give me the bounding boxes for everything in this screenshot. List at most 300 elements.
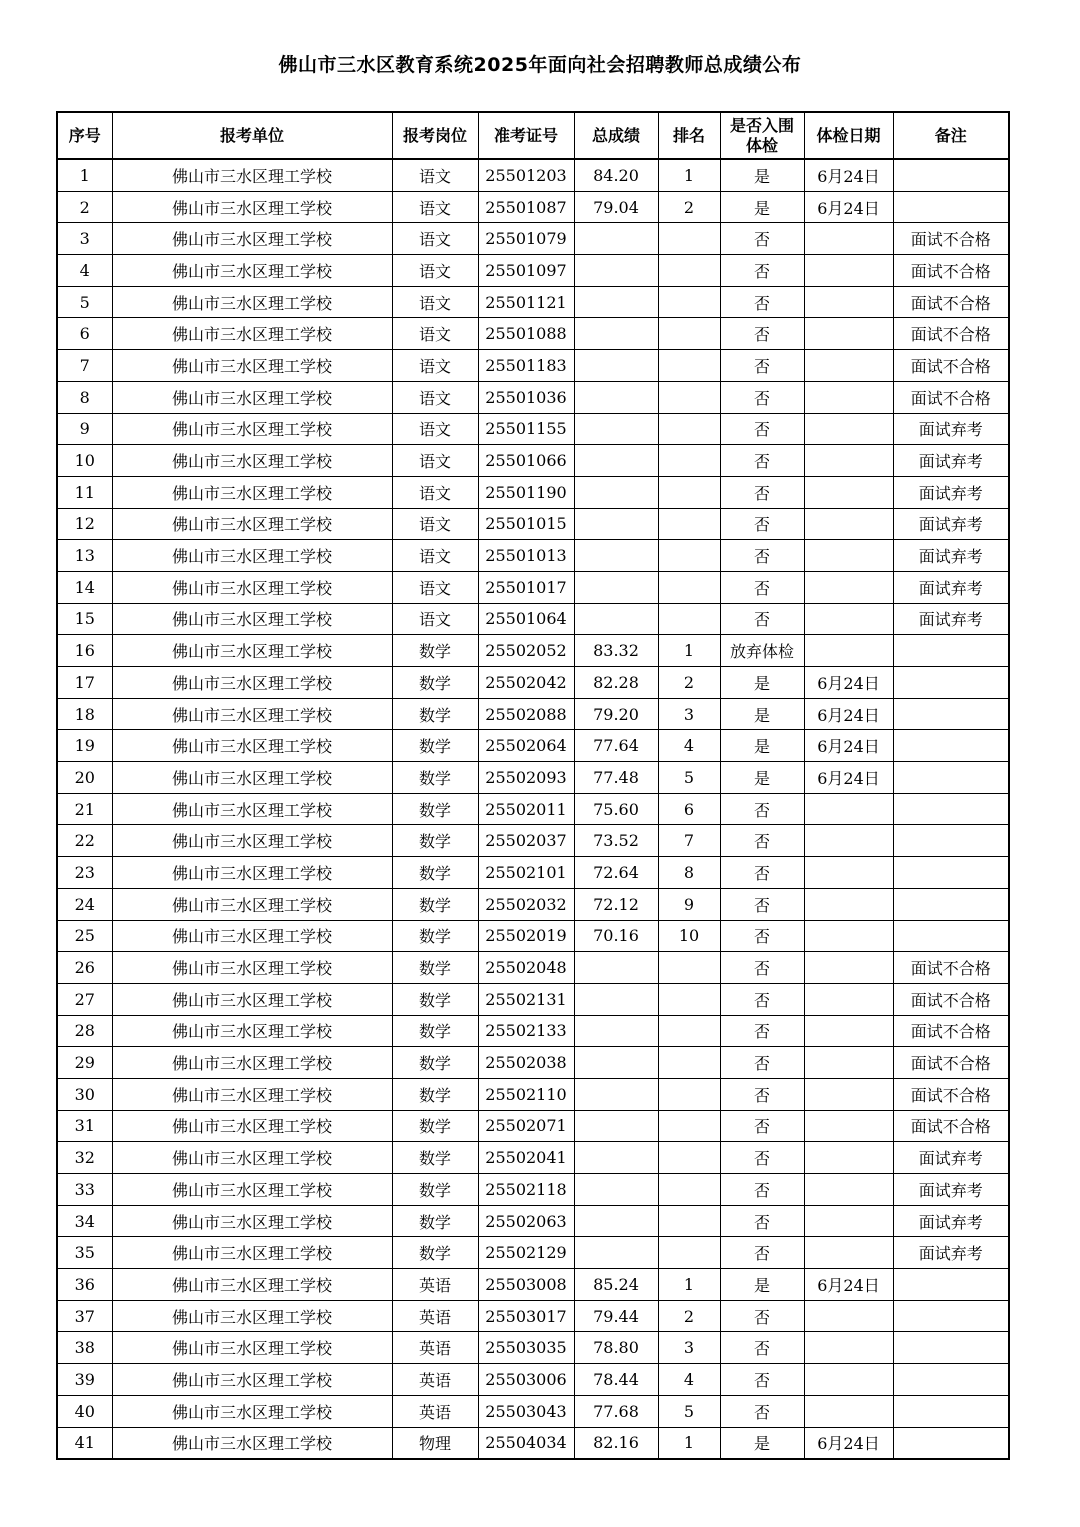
cell-total-score xyxy=(574,1015,658,1047)
table-row xyxy=(57,255,1009,287)
cell-total-score xyxy=(574,255,658,287)
cell-position: 语文 xyxy=(392,255,478,287)
cell-unit: 佛山市三水区理工学校 xyxy=(112,476,392,508)
table-row xyxy=(57,1269,1009,1301)
cell-remarks: 面试弃考 xyxy=(893,1205,1009,1237)
table-row xyxy=(57,1332,1009,1364)
cell-unit: 佛山市三水区理工学校 xyxy=(112,318,392,350)
cell-total-score: 82.16 xyxy=(574,1427,658,1459)
table-row xyxy=(57,1078,1009,1110)
cell-rank xyxy=(658,476,720,508)
cell-unit: 佛山市三水区理工学校 xyxy=(112,159,392,191)
cell-physical-exam: 是 xyxy=(720,667,804,699)
cell-physical-exam: 否 xyxy=(720,1205,804,1237)
cell-index: 11 xyxy=(57,476,112,508)
table-row xyxy=(57,1427,1009,1459)
cell-index: 33 xyxy=(57,1174,112,1206)
cell-remarks xyxy=(893,667,1009,699)
cell-physical-exam: 是 xyxy=(720,1269,804,1301)
cell-exam-date xyxy=(804,571,893,603)
cell-remarks: 面试不合格 xyxy=(893,983,1009,1015)
cell-exam-date xyxy=(804,286,893,318)
cell-physical-exam: 否 xyxy=(720,1142,804,1174)
cell-position: 数学 xyxy=(392,888,478,920)
cell-exam-date xyxy=(804,1332,893,1364)
cell-index: 30 xyxy=(57,1078,112,1110)
cell-unit: 佛山市三水区理工学校 xyxy=(112,1142,392,1174)
cell-physical-exam: 否 xyxy=(720,603,804,635)
cell-total-score xyxy=(574,508,658,540)
cell-exam-date xyxy=(804,476,893,508)
cell-remarks xyxy=(893,1364,1009,1396)
cell-physical-exam: 否 xyxy=(720,540,804,572)
cell-position: 语文 xyxy=(392,286,478,318)
cell-ticket-number: 25502037 xyxy=(478,825,574,857)
cell-remarks: 面试不合格 xyxy=(893,381,1009,413)
cell-remarks: 面试弃考 xyxy=(893,476,1009,508)
cell-ticket-number: 25502131 xyxy=(478,983,574,1015)
table-row xyxy=(57,825,1009,857)
cell-exam-date xyxy=(804,825,893,857)
table-row xyxy=(57,191,1009,223)
cell-unit: 佛山市三水区理工学校 xyxy=(112,1427,392,1459)
cell-remarks xyxy=(893,1427,1009,1459)
cell-ticket-number: 25501155 xyxy=(478,413,574,445)
cell-ticket-number: 25502118 xyxy=(478,1174,574,1206)
cell-ticket-number: 25502063 xyxy=(478,1205,574,1237)
cell-total-score xyxy=(574,286,658,318)
cell-unit: 佛山市三水区理工学校 xyxy=(112,857,392,889)
cell-unit: 佛山市三水区理工学校 xyxy=(112,730,392,762)
cell-remarks: 面试弃考 xyxy=(893,508,1009,540)
cell-exam-date xyxy=(804,1078,893,1110)
cell-ticket-number: 25501121 xyxy=(478,286,574,318)
cell-index: 1 xyxy=(57,159,112,191)
cell-exam-date xyxy=(804,920,893,952)
cell-remarks xyxy=(893,159,1009,191)
table-row xyxy=(57,223,1009,255)
cell-exam-date: 6月24日 xyxy=(804,191,893,223)
cell-index: 6 xyxy=(57,318,112,350)
cell-unit: 佛山市三水区理工学校 xyxy=(112,1269,392,1301)
cell-physical-exam: 否 xyxy=(720,255,804,287)
table-row xyxy=(57,1237,1009,1269)
cell-rank: 8 xyxy=(658,857,720,889)
cell-rank xyxy=(658,413,720,445)
cell-physical-exam: 是 xyxy=(720,730,804,762)
cell-remarks xyxy=(893,635,1009,667)
cell-rank: 7 xyxy=(658,825,720,857)
cell-remarks: 面试不合格 xyxy=(893,1110,1009,1142)
cell-unit: 佛山市三水区理工学校 xyxy=(112,1205,392,1237)
cell-remarks: 面试弃考 xyxy=(893,413,1009,445)
page-title: 佛山市三水区教育系统2025年面向社会招聘教师总成绩公布 xyxy=(278,54,802,76)
header-position: 报考岗位 xyxy=(392,112,478,159)
cell-total-score: 77.68 xyxy=(574,1395,658,1427)
cell-position: 语文 xyxy=(392,571,478,603)
cell-unit: 佛山市三水区理工学校 xyxy=(112,286,392,318)
cell-index: 27 xyxy=(57,983,112,1015)
table-row xyxy=(57,571,1009,603)
table-row xyxy=(57,381,1009,413)
cell-physical-exam: 否 xyxy=(720,476,804,508)
cell-rank: 3 xyxy=(658,698,720,730)
cell-physical-exam: 否 xyxy=(720,1332,804,1364)
cell-ticket-number: 25502101 xyxy=(478,857,574,889)
cell-ticket-number: 25501190 xyxy=(478,476,574,508)
cell-total-score xyxy=(574,445,658,477)
cell-position: 数学 xyxy=(392,1174,478,1206)
header-total-score: 总成绩 xyxy=(574,112,658,159)
cell-exam-date xyxy=(804,1142,893,1174)
cell-physical-exam: 否 xyxy=(720,952,804,984)
results-table xyxy=(56,111,1010,1460)
cell-unit: 佛山市三水区理工学校 xyxy=(112,825,392,857)
cell-ticket-number: 25502129 xyxy=(478,1237,574,1269)
cell-rank: 1 xyxy=(658,1427,720,1459)
cell-exam-date xyxy=(804,888,893,920)
cell-total-score xyxy=(574,1047,658,1079)
cell-rank: 2 xyxy=(658,191,720,223)
cell-index: 18 xyxy=(57,698,112,730)
table-row xyxy=(57,1047,1009,1079)
cell-rank xyxy=(658,1205,720,1237)
table-row xyxy=(57,920,1009,952)
cell-unit: 佛山市三水区理工学校 xyxy=(112,1364,392,1396)
cell-index: 28 xyxy=(57,1015,112,1047)
cell-total-score xyxy=(574,350,658,382)
cell-remarks: 面试不合格 xyxy=(893,318,1009,350)
table-row xyxy=(57,1110,1009,1142)
cell-remarks xyxy=(893,1332,1009,1364)
cell-physical-exam: 否 xyxy=(720,825,804,857)
cell-rank: 5 xyxy=(658,762,720,794)
cell-unit: 佛山市三水区理工学校 xyxy=(112,1047,392,1079)
cell-position: 数学 xyxy=(392,952,478,984)
cell-rank xyxy=(658,1047,720,1079)
cell-index: 39 xyxy=(57,1364,112,1396)
table-row xyxy=(57,1300,1009,1332)
cell-physical-exam: 放弃体检 xyxy=(720,635,804,667)
cell-rank xyxy=(658,1237,720,1269)
cell-index: 3 xyxy=(57,223,112,255)
cell-position: 语文 xyxy=(392,540,478,572)
cell-ticket-number: 25501088 xyxy=(478,318,574,350)
cell-index: 36 xyxy=(57,1269,112,1301)
cell-rank xyxy=(658,223,720,255)
cell-position: 数学 xyxy=(392,1142,478,1174)
cell-rank xyxy=(658,350,720,382)
cell-unit: 佛山市三水区理工学校 xyxy=(112,571,392,603)
cell-remarks xyxy=(893,920,1009,952)
cell-ticket-number: 25504034 xyxy=(478,1427,574,1459)
cell-index: 40 xyxy=(57,1395,112,1427)
table-row xyxy=(57,159,1009,191)
cell-remarks xyxy=(893,857,1009,889)
cell-index: 22 xyxy=(57,825,112,857)
table-row xyxy=(57,1205,1009,1237)
cell-exam-date: 6月24日 xyxy=(804,1269,893,1301)
cell-rank: 6 xyxy=(658,793,720,825)
cell-ticket-number: 25501064 xyxy=(478,603,574,635)
table-row xyxy=(57,698,1009,730)
cell-exam-date xyxy=(804,223,893,255)
cell-rank xyxy=(658,318,720,350)
cell-unit: 佛山市三水区理工学校 xyxy=(112,1237,392,1269)
cell-physical-exam: 否 xyxy=(720,1300,804,1332)
cell-unit: 佛山市三水区理工学校 xyxy=(112,540,392,572)
cell-remarks xyxy=(893,793,1009,825)
cell-ticket-number: 25503043 xyxy=(478,1395,574,1427)
cell-total-score xyxy=(574,1237,658,1269)
cell-position: 数学 xyxy=(392,1078,478,1110)
cell-rank xyxy=(658,1015,720,1047)
cell-physical-exam: 否 xyxy=(720,571,804,603)
cell-rank: 4 xyxy=(658,730,720,762)
cell-index: 34 xyxy=(57,1205,112,1237)
cell-exam-date xyxy=(804,793,893,825)
cell-unit: 佛山市三水区理工学校 xyxy=(112,1110,392,1142)
cell-unit: 佛山市三水区理工学校 xyxy=(112,223,392,255)
cell-index: 9 xyxy=(57,413,112,445)
table-row xyxy=(57,983,1009,1015)
cell-exam-date: 6月24日 xyxy=(804,698,893,730)
cell-unit: 佛山市三水区理工学校 xyxy=(112,635,392,667)
cell-total-score: 78.80 xyxy=(574,1332,658,1364)
table-row xyxy=(57,1174,1009,1206)
cell-exam-date xyxy=(804,857,893,889)
cell-unit: 佛山市三水区理工学校 xyxy=(112,191,392,223)
cell-unit: 佛山市三水区理工学校 xyxy=(112,413,392,445)
cell-ticket-number: 25503035 xyxy=(478,1332,574,1364)
cell-remarks xyxy=(893,762,1009,794)
cell-ticket-number: 25502093 xyxy=(478,762,574,794)
cell-remarks: 面试弃考 xyxy=(893,1237,1009,1269)
cell-unit: 佛山市三水区理工学校 xyxy=(112,983,392,1015)
table-row xyxy=(57,888,1009,920)
cell-total-score: 85.24 xyxy=(574,1269,658,1301)
cell-physical-exam: 是 xyxy=(720,191,804,223)
cell-unit: 佛山市三水区理工学校 xyxy=(112,1174,392,1206)
cell-physical-exam: 是 xyxy=(720,698,804,730)
cell-index: 26 xyxy=(57,952,112,984)
cell-rank xyxy=(658,508,720,540)
cell-unit: 佛山市三水区理工学校 xyxy=(112,1015,392,1047)
cell-total-score: 77.64 xyxy=(574,730,658,762)
cell-index: 15 xyxy=(57,603,112,635)
cell-rank xyxy=(658,1142,720,1174)
cell-ticket-number: 25503017 xyxy=(478,1300,574,1332)
cell-physical-exam: 否 xyxy=(720,508,804,540)
cell-rank xyxy=(658,255,720,287)
cell-position: 语文 xyxy=(392,223,478,255)
cell-remarks: 面试不合格 xyxy=(893,952,1009,984)
cell-rank: 1 xyxy=(658,1269,720,1301)
header-index: 序号 xyxy=(57,112,112,159)
cell-rank xyxy=(658,1174,720,1206)
header-unit: 报考单位 xyxy=(112,112,392,159)
cell-index: 12 xyxy=(57,508,112,540)
cell-exam-date xyxy=(804,952,893,984)
cell-index: 10 xyxy=(57,445,112,477)
cell-total-score xyxy=(574,223,658,255)
cell-position: 英语 xyxy=(392,1300,478,1332)
table-row xyxy=(57,857,1009,889)
cell-position: 数学 xyxy=(392,1205,478,1237)
cell-unit: 佛山市三水区理工学校 xyxy=(112,508,392,540)
cell-ticket-number: 25501017 xyxy=(478,571,574,603)
cell-exam-date xyxy=(804,1395,893,1427)
cell-unit: 佛山市三水区理工学校 xyxy=(112,255,392,287)
table-row xyxy=(57,1364,1009,1396)
cell-remarks: 面试不合格 xyxy=(893,223,1009,255)
cell-position: 数学 xyxy=(392,1237,478,1269)
cell-index: 32 xyxy=(57,1142,112,1174)
cell-remarks: 面试弃考 xyxy=(893,445,1009,477)
cell-position: 语文 xyxy=(392,413,478,445)
cell-physical-exam: 否 xyxy=(720,793,804,825)
table-row xyxy=(57,603,1009,635)
cell-physical-exam: 否 xyxy=(720,445,804,477)
cell-remarks xyxy=(893,888,1009,920)
cell-total-score xyxy=(574,318,658,350)
cell-rank xyxy=(658,286,720,318)
cell-unit: 佛山市三水区理工学校 xyxy=(112,1300,392,1332)
cell-position: 英语 xyxy=(392,1364,478,1396)
cell-rank: 1 xyxy=(658,635,720,667)
cell-ticket-number: 25502042 xyxy=(478,667,574,699)
cell-exam-date xyxy=(804,1015,893,1047)
cell-exam-date xyxy=(804,1300,893,1332)
cell-ticket-number: 25501203 xyxy=(478,159,574,191)
table-row xyxy=(57,540,1009,572)
cell-position: 物理 xyxy=(392,1427,478,1459)
cell-rank: 3 xyxy=(658,1332,720,1364)
cell-total-score: 79.04 xyxy=(574,191,658,223)
cell-exam-date xyxy=(804,255,893,287)
cell-index: 13 xyxy=(57,540,112,572)
cell-exam-date: 6月24日 xyxy=(804,667,893,699)
cell-ticket-number: 25502032 xyxy=(478,888,574,920)
cell-total-score xyxy=(574,571,658,603)
header-remarks: 备注 xyxy=(893,112,1009,159)
cell-remarks xyxy=(893,825,1009,857)
cell-unit: 佛山市三水区理工学校 xyxy=(112,350,392,382)
cell-remarks xyxy=(893,1269,1009,1301)
cell-total-score xyxy=(574,476,658,508)
cell-total-score: 84.20 xyxy=(574,159,658,191)
cell-rank: 4 xyxy=(658,1364,720,1396)
cell-unit: 佛山市三水区理工学校 xyxy=(112,888,392,920)
cell-total-score: 82.28 xyxy=(574,667,658,699)
cell-ticket-number: 25501066 xyxy=(478,445,574,477)
cell-ticket-number: 25502064 xyxy=(478,730,574,762)
cell-ticket-number: 25501079 xyxy=(478,223,574,255)
cell-exam-date xyxy=(804,603,893,635)
cell-ticket-number: 25502071 xyxy=(478,1110,574,1142)
cell-exam-date xyxy=(804,1110,893,1142)
cell-position: 英语 xyxy=(392,1332,478,1364)
cell-position: 数学 xyxy=(392,920,478,952)
cell-remarks: 面试不合格 xyxy=(893,350,1009,382)
cell-physical-exam: 否 xyxy=(720,286,804,318)
cell-position: 语文 xyxy=(392,381,478,413)
cell-ticket-number: 25502088 xyxy=(478,698,574,730)
cell-physical-exam: 否 xyxy=(720,350,804,382)
cell-rank: 1 xyxy=(658,159,720,191)
cell-remarks: 面试不合格 xyxy=(893,1015,1009,1047)
cell-exam-date xyxy=(804,1174,893,1206)
cell-rank xyxy=(658,571,720,603)
cell-total-score: 79.20 xyxy=(574,698,658,730)
cell-position: 英语 xyxy=(392,1269,478,1301)
cell-index: 8 xyxy=(57,381,112,413)
cell-rank xyxy=(658,1110,720,1142)
cell-ticket-number: 25503008 xyxy=(478,1269,574,1301)
cell-exam-date xyxy=(804,350,893,382)
cell-remarks: 面试不合格 xyxy=(893,255,1009,287)
table-row xyxy=(57,508,1009,540)
cell-total-score xyxy=(574,381,658,413)
header-row xyxy=(57,112,1009,159)
cell-total-score: 75.60 xyxy=(574,793,658,825)
cell-remarks: 面试弃考 xyxy=(893,603,1009,635)
cell-ticket-number: 25502019 xyxy=(478,920,574,952)
header-exam-date: 体检日期 xyxy=(804,112,893,159)
cell-index: 38 xyxy=(57,1332,112,1364)
cell-physical-exam: 否 xyxy=(720,1364,804,1396)
cell-rank xyxy=(658,1078,720,1110)
header-rank: 排名 xyxy=(658,112,720,159)
cell-ticket-number: 25501183 xyxy=(478,350,574,382)
cell-exam-date: 6月24日 xyxy=(804,762,893,794)
cell-total-score xyxy=(574,952,658,984)
cell-exam-date: 6月24日 xyxy=(804,730,893,762)
cell-unit: 佛山市三水区理工学校 xyxy=(112,381,392,413)
table-row xyxy=(57,1395,1009,1427)
cell-physical-exam: 是 xyxy=(720,762,804,794)
cell-total-score xyxy=(574,1174,658,1206)
table-row xyxy=(57,793,1009,825)
cell-exam-date xyxy=(804,983,893,1015)
cell-total-score: 72.12 xyxy=(574,888,658,920)
cell-total-score: 78.44 xyxy=(574,1364,658,1396)
cell-remarks xyxy=(893,730,1009,762)
cell-position: 语文 xyxy=(392,191,478,223)
cell-position: 数学 xyxy=(392,1047,478,1079)
cell-unit: 佛山市三水区理工学校 xyxy=(112,1395,392,1427)
cell-position: 语文 xyxy=(392,476,478,508)
cell-remarks: 面试弃考 xyxy=(893,571,1009,603)
cell-physical-exam: 否 xyxy=(720,1237,804,1269)
cell-exam-date xyxy=(804,508,893,540)
cell-position: 数学 xyxy=(392,857,478,889)
cell-physical-exam: 否 xyxy=(720,381,804,413)
cell-physical-exam: 否 xyxy=(720,1110,804,1142)
cell-index: 24 xyxy=(57,888,112,920)
cell-index: 31 xyxy=(57,1110,112,1142)
cell-ticket-number: 25502011 xyxy=(478,793,574,825)
cell-position: 数学 xyxy=(392,698,478,730)
cell-unit: 佛山市三水区理工学校 xyxy=(112,952,392,984)
table-row xyxy=(57,762,1009,794)
cell-exam-date xyxy=(804,1237,893,1269)
cell-total-score: 77.48 xyxy=(574,762,658,794)
cell-position: 数学 xyxy=(392,825,478,857)
cell-rank: 2 xyxy=(658,667,720,699)
table-row xyxy=(57,318,1009,350)
cell-exam-date xyxy=(804,540,893,572)
